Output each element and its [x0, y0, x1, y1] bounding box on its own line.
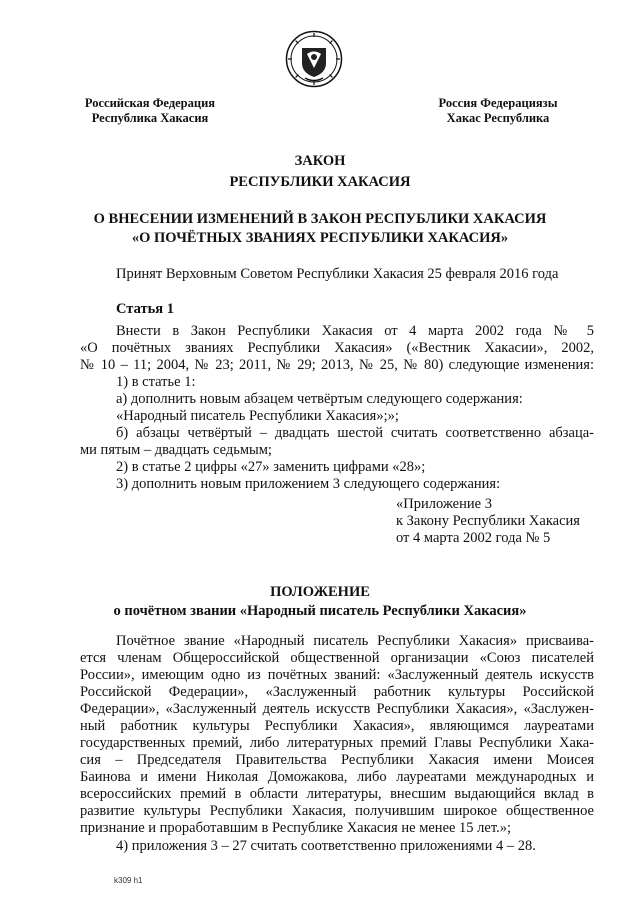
law-title-line: «О ПОЧЁТНЫХ ЗВАНИЯХ РЕСПУБЛИКИ ХАКАСИЯ»	[131, 230, 509, 246]
regulation-title: ПОЛОЖЕНИЕ	[270, 584, 370, 600]
header-left-line: Российская Федерация	[84, 96, 216, 110]
header-left-line: Республика Хакасия	[91, 111, 209, 125]
header-right-line: Россия Федерациязы	[438, 96, 558, 110]
law-title-line: О ВНЕСЕНИИ ИЗМЕНЕНИЙ В ЗАКОН РЕСПУБЛИКИ ХАКАСИЯ	[93, 211, 547, 227]
appendix-ref-line: к Закону Республики Хакасия	[396, 513, 580, 529]
footer-code: k309 h1	[114, 876, 143, 885]
regulation-line: Почётное звание «Народный писатель Республики Хакасия» присваива-	[116, 633, 594, 649]
header-left	[50, 96, 250, 126]
article-line: «О почётных званиях Республики Хакасия» («Вестник Хакасии», 2002,	[80, 340, 594, 356]
regulation-subtitle: о почётном звании «Народный писатель Республики Хакасия»	[113, 603, 527, 619]
regulation-line: России», имеющим одно из почётных званий: «Заслуженный деятель искусств	[80, 667, 594, 683]
regulation-line: развитие культуры Республики Хакасия, получившим широкое общественное	[80, 803, 594, 819]
article-line: Внести в Закон Республики Хакасия от 4 марта 2002 года № 5	[116, 323, 594, 339]
regulation-line: Федерации», «Заслуженный деятель искусств Республики Хакасия», «Заслужен-	[80, 701, 594, 717]
article-line: а) дополнить новым абзацем четвёртым следующего содержания:	[116, 391, 523, 407]
regulation-line: признание и проработавшим в Республике Хакасия не менее 15 лет.»;	[80, 820, 512, 836]
adoption-note: Принят Верховным Советом Республики Хакасия 25 февраля 2016 года	[116, 266, 559, 282]
appendix-ref-line: «Приложение 3	[396, 496, 492, 512]
document-issuer: РЕСПУБЛИКИ ХАКАСИЯ	[229, 174, 411, 190]
header-right	[398, 96, 598, 126]
article-line: 2) в статье 2 цифры «27» заменить цифрами «28»;	[116, 459, 426, 475]
article-line: 3) дополнить новым приложением 3 следующего содержания:	[116, 476, 501, 492]
regulation-line: всероссийских премий в области литературы, внесшим выдающийся вклад в	[80, 786, 594, 802]
article-line: 1) в статье 1:	[116, 374, 196, 390]
regulation-line: ется членам Общероссийской общественной организации «Союз писателей	[80, 650, 594, 666]
article-line: «Народный писатель Республики Хакасия»;»;	[116, 408, 399, 424]
regulation-line: государственных премий, либо литературных премий Главы Республики Хака-	[80, 735, 594, 751]
regulation-line: ный работник культуры Республики Хакасия», являющимся лауреатами	[80, 718, 594, 734]
coat-of-arms-emblem	[285, 30, 343, 88]
regulation-line: сия – Председателя Правительства Республики Хакасия имени Моисея	[80, 752, 594, 768]
regulation-line: Российской Федерации», «Заслуженный работник культуры Российской	[80, 684, 594, 700]
appendix-ref-line: от 4 марта 2002 года № 5	[396, 530, 551, 546]
article-heading: Статья 1	[116, 301, 174, 317]
article-line: б) абзацы четвёртый – двадцать шестой считать соответственно абзаца-	[116, 425, 594, 441]
document-type: ЗАКОН	[294, 153, 346, 169]
article-line: № 10 – 11; 2004, № 23; 2011, № 29; 2013, № 25, № 80) следующие изменения:	[80, 357, 594, 373]
article-line: ми пятым – двадцать седьмым;	[80, 442, 272, 458]
header-right-line: Хакас Республика	[446, 111, 550, 125]
amendment-line: 4) приложения 3 – 27 считать соответственно приложениями 4 – 28.	[116, 838, 536, 854]
regulation-line: Баинова и имени Николая Доможакова, либо лауреатами международных и	[80, 769, 594, 785]
